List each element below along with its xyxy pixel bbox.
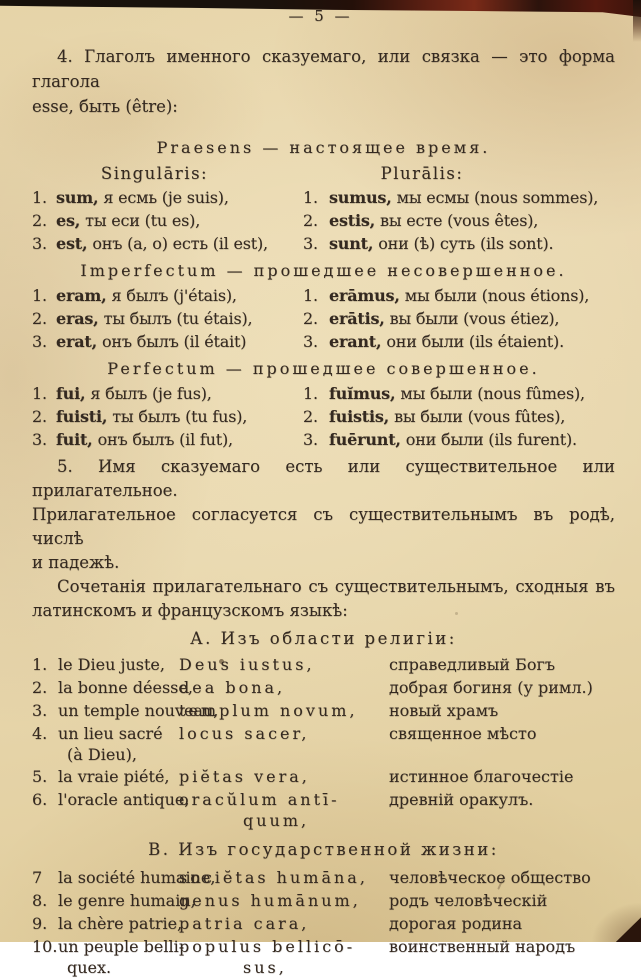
row-number: 1. — [303, 286, 318, 305]
singularis-label: Singulāris: — [100, 164, 209, 183]
latin-phrase: piĕtas vera, — [179, 767, 310, 786]
french-phrase: la bonne déesse, — [58, 678, 193, 697]
vocab-row — [32, 866, 615, 889]
vocab-row — [32, 788, 615, 831]
translation: мы есмы (nous sommes), — [396, 188, 599, 207]
row-number: 5. — [32, 767, 48, 786]
translation: онъ былъ (il était) — [101, 332, 247, 351]
paragraph-4 — [32, 44, 615, 119]
latin-phrase: patria cara, — [179, 914, 310, 933]
paragraph-5-line: 5. Имя сказуемаго есть или существительное или прилагательное. — [32, 457, 615, 500]
latin-continuation: sus, — [243, 958, 287, 977]
row-number: 8. — [32, 891, 48, 910]
row-number: 2. — [32, 678, 48, 697]
row-number: 7 — [32, 868, 43, 887]
translation: вы были (vous étiez), — [389, 309, 560, 328]
latin-line: oracŭlum antī- — [179, 790, 340, 809]
paragraph-6-line: латинскомъ и французскомъ языкѣ: — [32, 601, 348, 620]
row-number: 3. — [32, 332, 47, 351]
latin-form: sum, — [56, 188, 99, 207]
row-number: 1. — [32, 655, 48, 674]
paragraph-6-line: Сочетанія прилагательнаго съ существительнымъ, сходныя въ — [57, 577, 615, 596]
row-number: 1. — [303, 188, 318, 207]
vocab-row — [32, 676, 615, 699]
french-phrase: la vraie piété, — [58, 767, 170, 786]
french-phrase: le genre humain, — [58, 891, 196, 910]
page-number: — 5 — — [288, 7, 353, 25]
vocab-row — [32, 889, 615, 912]
latin-form: fuit, — [56, 430, 93, 449]
russian-translation: человѣческое общество — [389, 868, 591, 887]
translation: они были (ils furent). — [405, 430, 577, 449]
conjugation-row — [32, 232, 615, 255]
row-number: 6. — [32, 790, 48, 809]
latin-continuation: quum, — [243, 811, 310, 830]
row-number: 2. — [32, 309, 47, 328]
paragraph-5 — [32, 455, 615, 575]
french-phrase: le Dieu juste, — [58, 655, 165, 674]
russian-translation: новый храмъ — [389, 701, 499, 720]
latin-form: fui, — [56, 384, 86, 403]
latin-phrase: locus sacer, — [179, 724, 310, 743]
russian-translation: истинное благочестіе — [389, 767, 574, 786]
translation: они (ѣ) суть (ils sont). — [378, 234, 554, 253]
vocab-row — [32, 722, 615, 765]
row-number: 3. — [32, 701, 48, 720]
translation: онъ былъ (il fut), — [97, 430, 233, 449]
latin-form: erant, — [329, 332, 382, 351]
latin-form: fuisti, — [56, 407, 108, 426]
translation: мы были (nous étions), — [404, 286, 590, 305]
latin-form: eras, — [56, 309, 99, 328]
latin-form: est, — [56, 234, 88, 253]
conjugation-row — [32, 405, 615, 428]
imperfectum-heading: Imperfectum — прошедшее несовершенное. — [80, 261, 567, 280]
row-number: 3. — [32, 234, 47, 253]
french-phrase: un temple nouveau, — [58, 701, 219, 720]
translation: мы были (nous fûmes), — [400, 384, 585, 403]
translation: онъ (а, о) есть (il est), — [92, 234, 268, 253]
vocab-row — [32, 699, 615, 722]
french-phrase — [58, 935, 185, 978]
row-number: 9. — [32, 914, 48, 933]
french-continuation: quex. — [67, 958, 112, 977]
conjugation-row — [32, 284, 615, 307]
row-number: 4. — [32, 724, 48, 743]
row-number: 1. — [32, 188, 47, 207]
vocab-row — [32, 935, 615, 978]
latin-form: fuĭmus, — [329, 384, 396, 403]
paragraph-4-line: 4. Глаголъ именного сказуемаго, или связка — это форма глагола — [32, 47, 615, 91]
number-labels — [32, 162, 615, 186]
latin-form: estis, — [329, 211, 376, 230]
french-line: un peuple belli- — [58, 937, 185, 956]
row-number: 1. — [32, 384, 47, 403]
vocab-row — [32, 912, 615, 935]
french-phrase: la chère patrie, — [58, 914, 183, 933]
translation: ты еси (tu es), — [85, 211, 201, 230]
latin-form: erat, — [56, 332, 97, 351]
russian-translation: справедливый Богъ — [389, 655, 556, 674]
latin-form: erāmus, — [329, 286, 400, 305]
section-b-heading: В. Изъ государственной жизни: — [148, 840, 499, 859]
latin-phrase: templum novum, — [179, 701, 358, 720]
latin-form: fuērunt, — [329, 430, 401, 449]
conjugation-row — [32, 330, 615, 353]
translation: я есмь (je suis), — [103, 188, 229, 207]
row-number: 10. — [32, 937, 58, 956]
paragraph-4-line: esse, быть (être): — [32, 97, 178, 116]
latin-form: sumus, — [329, 188, 392, 207]
paragraph-6 — [32, 575, 615, 623]
french-phrase: la société humaine, — [58, 868, 216, 887]
russian-translation: добрая богиня (у римл.) — [389, 678, 593, 697]
paragraph-5-line: и падежѣ. — [32, 553, 120, 572]
russian-translation: священное мѣсто — [389, 724, 537, 743]
translation: я былъ (j'étais), — [111, 286, 237, 305]
translation: вы есте (vous êtes), — [380, 211, 539, 230]
latin-phrase — [179, 935, 389, 978]
latin-phrase: Deus iustus, — [179, 655, 315, 674]
russian-translation: родъ человѣческій — [389, 891, 548, 910]
row-number: 2. — [303, 407, 318, 426]
latin-form: fuistis, — [329, 407, 390, 426]
russian-translation: дорогая родина — [389, 914, 523, 933]
latin-form: erātis, — [329, 309, 385, 328]
perfectum-heading: Perfectum — прошедшее совершенное. — [107, 359, 540, 378]
paragraph-5-line: Прилагательное согласуется съ существительнымъ въ родѣ, числѣ — [32, 505, 615, 548]
row-number: 2. — [303, 309, 318, 328]
latin-form: eram, — [56, 286, 107, 305]
french-line: un lieu sacré — [58, 724, 163, 743]
translation: они были (ils étaient). — [386, 332, 564, 351]
conjugation-row — [32, 209, 615, 232]
latin-phrase: dea bona, — [179, 678, 286, 697]
row-number: 1. — [303, 384, 318, 403]
latin-phrase: genus humānum, — [179, 891, 361, 910]
latin-form: es, — [56, 211, 81, 230]
row-number: 3. — [303, 430, 318, 449]
row-number: 3. — [303, 332, 318, 351]
row-number: 2. — [32, 407, 47, 426]
vocab-row — [32, 653, 615, 676]
row-number: 3. — [32, 430, 47, 449]
russian-translation: древній оракулъ. — [389, 790, 534, 809]
latin-form: sunt, — [329, 234, 374, 253]
conjugation-row — [32, 428, 615, 451]
row-number: 1. — [32, 286, 47, 305]
french-phrase: l'oracle antique, — [58, 790, 190, 809]
conjugation-row — [32, 186, 615, 209]
praesens-heading: Praesens — настоящее время. — [156, 138, 491, 157]
vocab-row — [32, 765, 615, 788]
row-number: 3. — [303, 234, 318, 253]
french-phrase — [58, 722, 179, 765]
pluralis-label: Plurālis: — [380, 164, 464, 183]
row-number: 2. — [303, 211, 318, 230]
translation: я былъ (je fus), — [90, 384, 212, 403]
latin-phrase — [179, 788, 389, 831]
section-a-heading: А. Изъ области религіи: — [190, 629, 457, 648]
french-continuation: (à Dieu), — [67, 745, 137, 764]
conjugation-row — [32, 382, 615, 405]
latin-phrase: sociĕtas humāna, — [179, 868, 368, 887]
russian-translation: воинственный народъ — [389, 937, 576, 956]
translation: ты былъ (tu étais), — [103, 309, 253, 328]
translation: ты былъ (tu fus), — [112, 407, 248, 426]
conjugation-row — [32, 307, 615, 330]
row-number: 2. — [32, 211, 47, 230]
translation: вы были (vous fûtes), — [394, 407, 566, 426]
latin-line: populus bellicō- — [179, 937, 356, 956]
